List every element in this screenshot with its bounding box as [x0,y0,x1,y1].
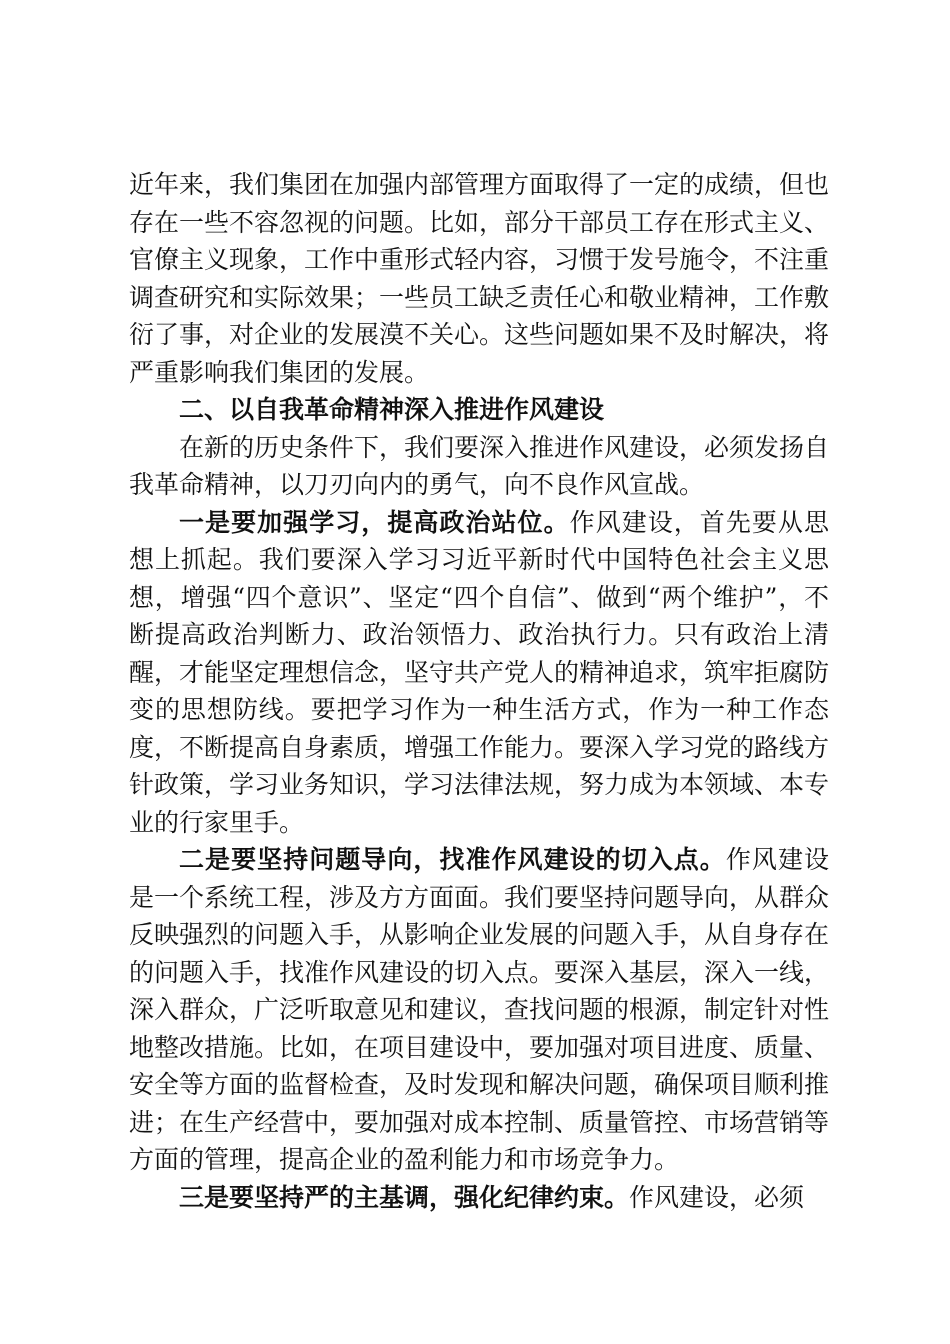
point-two-paragraph [129,841,829,1179]
point-one-paragraph [129,504,829,842]
point-two-lead: 二是要坚持问题导向，找准作风建设的切入点。 [179,845,726,874]
section-heading: 二、以自我革命精神深入推进作风建设 [179,395,605,424]
point-one-lead: 一是要加强学习，提高政治站位。 [179,507,570,537]
point-one-body: 作风建设，首先要从思想上抓起。我们要深入学习习近平新时代中国特色社会主义思想，增强“四个意识”、坚定“四个自信”、做到“两个维护”，不断提高政治判断力、政治领悟力、政治执行力。只有政治上清醒，才能坚定理想信念，坚守共产党人的精神追求，筑牢拒腐防变的思想防线。要把学习作为一种生活方式，作为一种工作态度，不断提高自身素质，增强工作能力。要深入学习党的路线方针政策，学习业务知识，学习法律法规，努力成为本领域、本专业的行家里手。 [129,507,830,837]
point-three-paragraph [129,1179,829,1217]
document-body [129,166,829,1216]
section-intro-paragraph: 在新的历史条件下，我们要深入推进作风建设，必须发扬自我革命精神，以刀刃向内的勇气，向不良作风宣战。 [129,432,830,499]
point-three-lead: 三是要坚持严的主基调，强化纪律约束。 [179,1182,630,1212]
intro-paragraph: 近年来，我们集团在加强内部管理方面取得了一定的成绩，但也存在一些不容忽视的问题。比如，部分干部员工存在形式主义、官僚主义现象，工作中重形式轻内容，习惯于发号施令，不注重调查研究和实际效果；一些员工缺乏责任心和敬业精神，工作敷衍了事，对企业的发展漠不关心。这些问题如果不及时解决，将严重影响我们集团的发展。 [129,170,830,387]
point-three-body: 作风建设，必须 [629,1182,805,1212]
point-two-body: 作风建设是一个系统工程，涉及方方面面。我们要坚持问题导向，从群众反映强烈的问题入手，从影响企业发展的问题入手，从自身存在的问题入手，找准作风建设的切入点。要深入基层，深入一线，深入群众，广泛听取意见和建议，查找问题的根源，制定针对性地整改措施。比如，在项目建设中，要加强对项目进度、质量、安全等方面的监督检查，及时发现和解决问题，确保项目顺利推进；在生产经营中，要加强对成本控制、质量管控、市场营销等方面的管理，提高企业的盈利能力和市场竞争力。 [129,845,830,1174]
